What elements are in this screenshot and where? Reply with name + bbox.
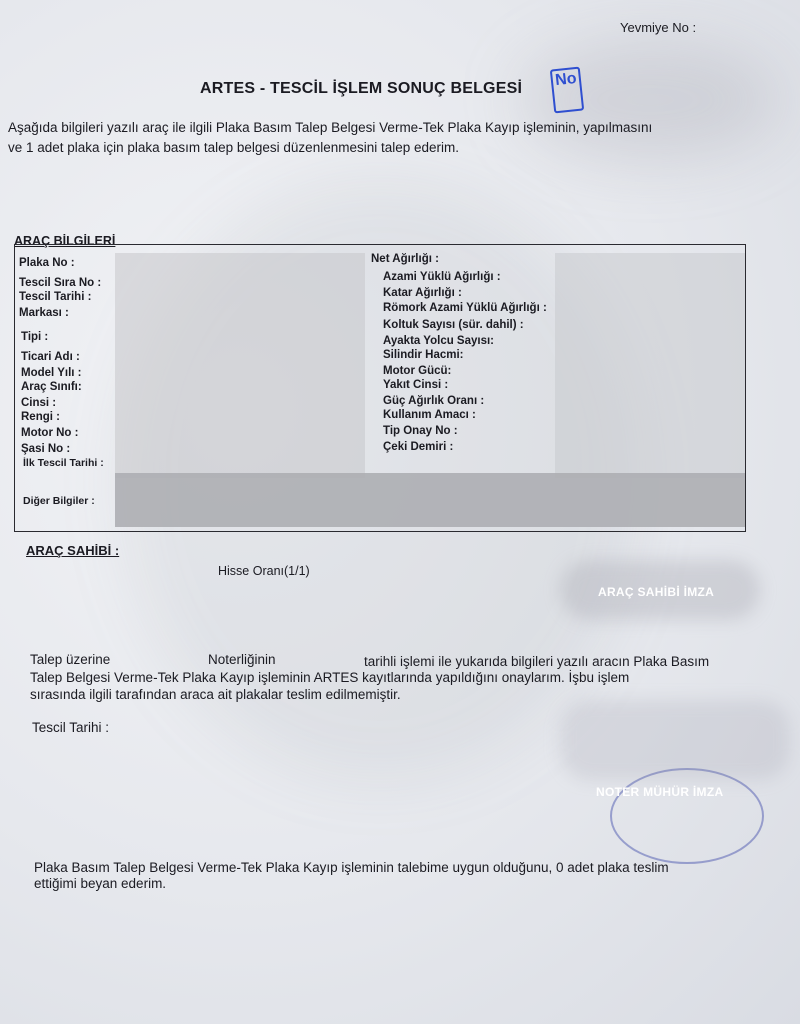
field-tescil-sira-no: Tescil Sıra No : bbox=[19, 277, 102, 289]
field-kullanim-amaci: Kullanım Amacı : bbox=[383, 409, 476, 421]
confirm-dated: tarihli işlemi ile yukarıda bilgileri yazılı aracın Plaka Basım bbox=[364, 654, 710, 669]
declaration-line-2: ettiğimi beyan ederim. bbox=[34, 876, 167, 891]
field-azami-yuklu-agirligi: Azami Yüklü Ağırlığı : bbox=[383, 271, 501, 283]
field-ticari-adi: Ticari Adı : bbox=[21, 351, 80, 363]
redacted-other-info bbox=[115, 473, 745, 527]
intro-line-1: Aşağıda bilgileri yazılı araç ile ilgili Plaka Basım Talep Belgesi Verme-Tek Plaka Kayıp işleminin, yapılmasını bbox=[8, 120, 653, 135]
field-markasi: Markası : bbox=[19, 307, 69, 319]
field-net-agirligi: Net Ağırlığı : bbox=[371, 253, 439, 265]
notary-seal bbox=[610, 768, 764, 864]
document-title: ARTES - TESCİL İŞLEM SONUÇ BELGESİ bbox=[200, 80, 523, 97]
field-silindir-hacmi: Silindir Hacmi: bbox=[383, 349, 464, 361]
notary-signature-label: NOTER MÜHÜR İMZA bbox=[596, 785, 724, 799]
field-diger-bilgiler: Diğer Bilgiler : bbox=[23, 495, 95, 507]
owner-signature-label: ARAÇ SAHİBİ İMZA bbox=[598, 585, 715, 599]
confirm-notary: Noterliğinin bbox=[208, 652, 276, 667]
field-romork-azami: Römork Azami Yüklü Ağırlığı : bbox=[383, 302, 547, 314]
field-koltuk-sayisi: Koltuk Sayısı (sür. dahil) : bbox=[383, 319, 524, 331]
notary-redaction bbox=[560, 700, 790, 780]
field-ayakta-yolcu: Ayakta Yolcu Sayısı: bbox=[383, 335, 495, 347]
field-tip-onay-no: Tip Onay No : bbox=[383, 425, 458, 437]
field-ceki-demiri: Çeki Demiri : bbox=[383, 441, 454, 453]
stamp-mark: No bbox=[550, 67, 584, 114]
vehicle-info-box bbox=[14, 244, 746, 532]
field-model-yili: Model Yılı : bbox=[21, 367, 82, 379]
confirm-prefix: Talep üzerine bbox=[30, 652, 111, 667]
field-arac-sinifi: Araç Sınıfı: bbox=[21, 381, 82, 393]
field-guc-agirlik-orani: Güç Ağırlık Oranı : bbox=[383, 395, 485, 407]
field-rengi: Rengi : bbox=[21, 411, 60, 423]
redacted-values-left bbox=[115, 253, 365, 478]
confirm-line-2: Talep Belgesi Verme-Tek Plaka Kayıp işleminin ARTES kayıtlarında yapıldığını onaylarım. İşbu işlem bbox=[30, 670, 630, 685]
intro-line-2: ve 1 adet plaka için plaka basım talep belgesi düzenlenmesini talep ederim. bbox=[8, 140, 460, 155]
confirm-line-3: sırasında ilgili tarafından araca ait plakalar teslim edilmemiştir. bbox=[30, 687, 401, 702]
registration-date-label: Tescil Tarihi : bbox=[32, 720, 110, 735]
field-plaka-no: Plaka No : bbox=[19, 257, 75, 269]
yevmiye-label: Yevmiye No : bbox=[620, 20, 697, 35]
owner-heading: ARAÇ SAHİBİ : bbox=[26, 543, 120, 558]
field-motor-gucu: Motor Gücü: bbox=[383, 365, 452, 377]
vehicle-info-heading: ARAÇ BİLGİLERİ bbox=[14, 234, 116, 248]
field-motor-no: Motor No : bbox=[21, 427, 79, 439]
field-tescil-tarihi: Tescil Tarihi : bbox=[19, 291, 92, 303]
field-ilk-tescil-tarihi: İlk Tescil Tarihi : bbox=[23, 457, 104, 469]
field-katar-agirligi: Katar Ağırlığı : bbox=[383, 287, 462, 299]
field-cinsi: Cinsi : bbox=[21, 397, 57, 409]
redacted-values-right bbox=[555, 253, 745, 478]
field-yakit-cinsi: Yakıt Cinsi : bbox=[383, 379, 449, 391]
declaration-line-1: Plaka Basım Talep Belgesi Verme-Tek Plaka Kayıp işleminin talebime uygun olduğunu, 0 adet plaka teslim bbox=[34, 860, 669, 875]
field-tipi: Tipi : bbox=[21, 331, 49, 343]
share-ratio: Hisse Oranı(1/1) bbox=[218, 564, 310, 578]
field-sasi-no: Şasi No : bbox=[21, 443, 71, 455]
